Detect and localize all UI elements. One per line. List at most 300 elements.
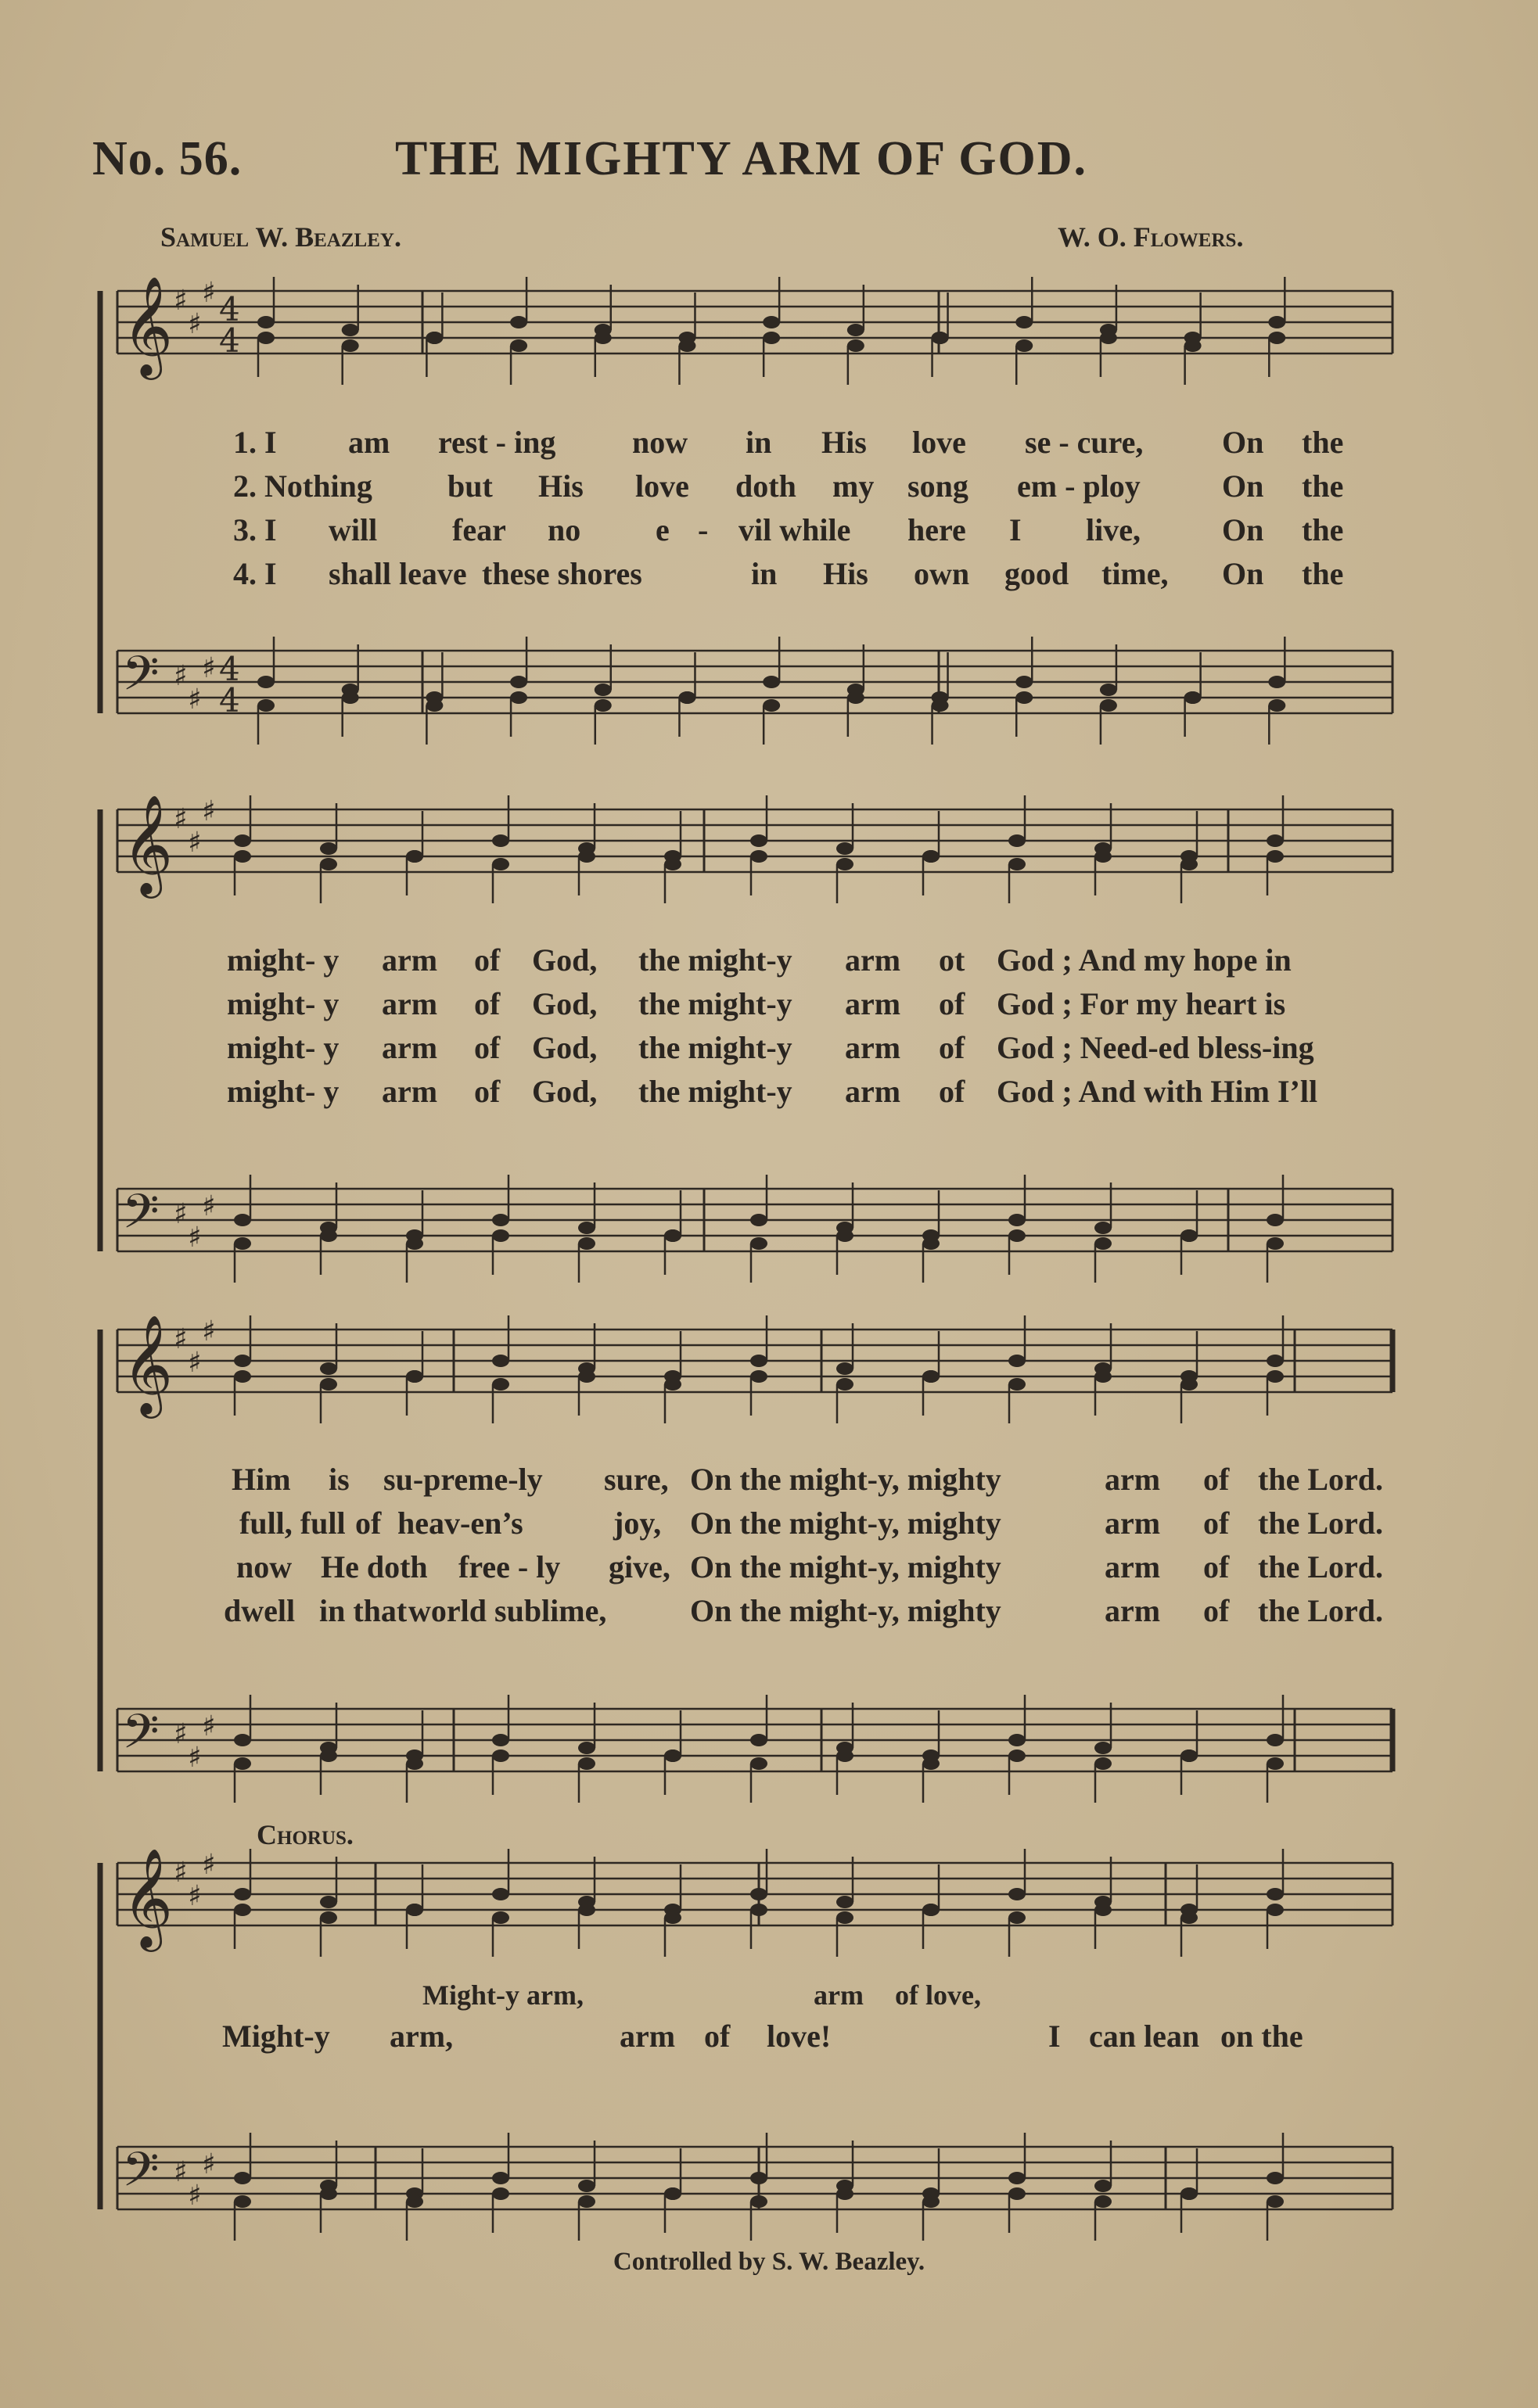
lyric-syllable: world sublime, bbox=[408, 1593, 607, 1628]
treble-clef-icon: 𝄞 bbox=[122, 794, 174, 894]
note-head bbox=[763, 316, 780, 328]
sharp-icon: ♯ bbox=[188, 1222, 202, 1254]
lyric-syllable: love bbox=[635, 468, 689, 504]
lyric-syllable: my bbox=[832, 468, 875, 504]
lyric-syllable: love! bbox=[767, 2019, 832, 2054]
note-head bbox=[1267, 2195, 1284, 2208]
note-head bbox=[922, 1237, 940, 1250]
note-head bbox=[836, 1229, 853, 1242]
lyric-syllable: arm, bbox=[390, 2019, 454, 2054]
lyric-syllable: vil while bbox=[738, 512, 851, 547]
note-head bbox=[750, 850, 767, 863]
note-head bbox=[1008, 1229, 1026, 1242]
lyric-syllable: song bbox=[907, 468, 968, 504]
note-head bbox=[234, 1904, 251, 1916]
lyric-syllable: will bbox=[329, 512, 378, 547]
lyric-syllable: but bbox=[447, 468, 493, 504]
lyric-syllable: Might-y bbox=[222, 2019, 330, 2054]
sharp-icon: ♯ bbox=[202, 1315, 216, 1348]
lyric-syllable: am bbox=[348, 425, 390, 460]
note-head bbox=[1008, 2187, 1026, 2200]
note-head bbox=[1180, 2187, 1198, 2200]
note-head bbox=[492, 1911, 509, 1924]
note-head bbox=[492, 1378, 509, 1391]
note-head bbox=[578, 1222, 595, 1234]
note-head bbox=[578, 1904, 595, 1916]
note-head bbox=[763, 332, 780, 344]
note-head bbox=[406, 1904, 423, 1916]
sharp-icon: ♯ bbox=[188, 308, 202, 340]
note-head bbox=[750, 1904, 767, 1916]
lyric-syllable: On bbox=[1222, 468, 1264, 504]
lyric-syllable: of bbox=[474, 942, 501, 978]
lyric-syllable: He doth bbox=[321, 1549, 428, 1584]
lyric-syllable: the bbox=[1302, 425, 1344, 460]
sharp-icon: ♯ bbox=[202, 652, 216, 684]
note-head bbox=[1267, 1757, 1284, 1770]
lyric-syllable: of bbox=[939, 986, 965, 1021]
note-head bbox=[1094, 1222, 1112, 1234]
lyric-syllable: On the might-y, mighty bbox=[690, 1549, 1001, 1584]
sharp-icon: ♯ bbox=[188, 2180, 202, 2212]
note-head bbox=[257, 676, 275, 688]
sharp-icon: ♯ bbox=[174, 2156, 188, 2188]
note-head bbox=[234, 2172, 251, 2184]
bass-clef-icon: 𝄢 bbox=[122, 1184, 160, 1251]
note-head bbox=[1094, 1237, 1112, 1250]
note-head bbox=[664, 2187, 681, 2200]
lyric-syllable: arm bbox=[1105, 1549, 1161, 1584]
bass-clef-icon: 𝄢 bbox=[122, 646, 160, 713]
lyric-syllable: might- y bbox=[227, 1030, 340, 1065]
note-head bbox=[763, 676, 780, 688]
note-head bbox=[1267, 1904, 1284, 1916]
note-head bbox=[406, 1237, 423, 1250]
treble-clef-icon: 𝄞 bbox=[122, 1314, 174, 1414]
lyric-syllable: On bbox=[1222, 556, 1264, 591]
note-head bbox=[1184, 339, 1202, 352]
note-head bbox=[1008, 1355, 1026, 1367]
note-head bbox=[1267, 1214, 1284, 1226]
lyric-syllable: in that bbox=[319, 1593, 408, 1628]
note-head bbox=[750, 1888, 767, 1900]
lyric-syllable: - bbox=[698, 512, 709, 547]
treble-clef-icon: 𝄞 bbox=[122, 275, 174, 375]
lyric-syllable: the Lord. bbox=[1258, 1593, 1383, 1628]
lyric-syllable: arm bbox=[1105, 1593, 1161, 1628]
note-head bbox=[578, 1742, 595, 1754]
note-head bbox=[750, 1370, 767, 1383]
lyric-syllable: 1. I bbox=[233, 425, 277, 460]
note-head bbox=[1100, 699, 1117, 712]
lyric-syllable: the bbox=[1302, 556, 1344, 591]
lyric-syllable: dwell bbox=[224, 1593, 296, 1628]
note-head bbox=[922, 1904, 940, 1916]
lyric-line bbox=[0, 424, 1538, 465]
lyric-syllable: su-preme-ly bbox=[383, 1462, 543, 1497]
lyric-syllable: I bbox=[1009, 512, 1022, 547]
lyric-syllable: 2. Nothing bbox=[233, 468, 372, 504]
lyric-syllable: arm bbox=[382, 1074, 438, 1109]
sharp-icon: ♯ bbox=[188, 684, 202, 716]
lyric-line bbox=[0, 1505, 1538, 1545]
lyric-syllable: se - cure, bbox=[1025, 425, 1144, 460]
lyric-syllable: His bbox=[538, 468, 584, 504]
lyric-syllable: God ; And my hope in bbox=[997, 942, 1292, 978]
sharp-icon: ♯ bbox=[202, 1190, 216, 1222]
lyric-syllable: the Lord. bbox=[1258, 1505, 1383, 1541]
note-head bbox=[836, 1896, 853, 1908]
note-head bbox=[320, 858, 337, 870]
lyric-syllable: on the bbox=[1220, 2019, 1303, 2054]
lyric-syllable: the might-y bbox=[638, 942, 792, 978]
lyric-syllable: e bbox=[656, 512, 670, 547]
note-head bbox=[664, 858, 681, 870]
lyric-syllable: 4. I bbox=[233, 556, 277, 591]
note-head bbox=[664, 1378, 681, 1391]
note-head bbox=[234, 2195, 251, 2208]
note-head bbox=[595, 699, 612, 712]
note-head bbox=[406, 2195, 423, 2208]
hymn-number: No. 56. bbox=[92, 132, 243, 185]
note-head bbox=[234, 1370, 251, 1383]
note-head bbox=[750, 2172, 767, 2184]
lyric-line bbox=[0, 468, 1538, 508]
note-head bbox=[932, 332, 949, 344]
note-head bbox=[1268, 676, 1285, 688]
lyric-syllable: of bbox=[939, 1030, 965, 1065]
note-head bbox=[492, 834, 509, 847]
lyric-syllable: of bbox=[1203, 1549, 1230, 1584]
note-head bbox=[836, 2187, 853, 2200]
lyric-syllable: On the might-y, mighty bbox=[690, 1462, 1001, 1497]
lyric-syllable: these shores bbox=[482, 556, 642, 591]
sharp-icon: ♯ bbox=[202, 1849, 216, 1881]
note-head bbox=[406, 1757, 423, 1770]
lyric-syllable: now bbox=[236, 1549, 293, 1584]
note-head bbox=[1184, 691, 1202, 704]
note-head bbox=[492, 858, 509, 870]
note-head bbox=[426, 699, 443, 712]
note-head bbox=[1008, 834, 1026, 847]
lyric-syllable: On bbox=[1222, 425, 1264, 460]
lyric-syllable: might- y bbox=[227, 986, 340, 1021]
note-head bbox=[1094, 850, 1112, 863]
sharp-icon: ♯ bbox=[174, 803, 188, 835]
lyric-syllable: God, bbox=[532, 1030, 598, 1065]
note-head bbox=[847, 691, 864, 704]
note-head bbox=[595, 684, 612, 696]
note-head bbox=[836, 1378, 853, 1391]
lyric-syllable: good bbox=[1004, 556, 1069, 591]
lyric-syllable: On bbox=[1222, 512, 1264, 547]
bass-clef-icon: 𝄢 bbox=[122, 2142, 160, 2209]
note-head bbox=[836, 1362, 853, 1375]
lyric-syllable: Might-y arm, bbox=[422, 1979, 584, 2011]
sharp-icon: ♯ bbox=[174, 1198, 188, 1230]
lyric-syllable: arm bbox=[845, 1030, 901, 1065]
note-head bbox=[510, 676, 527, 688]
lyric-syllable: in bbox=[746, 425, 772, 460]
lyric-syllable: the might-y bbox=[638, 1074, 792, 1109]
lyric-syllable: can lean bbox=[1089, 2019, 1200, 2054]
note-head bbox=[320, 1749, 337, 1762]
note-head bbox=[1015, 339, 1033, 352]
note-head bbox=[1008, 2172, 1026, 2184]
note-head bbox=[932, 699, 949, 712]
note-head bbox=[234, 1237, 251, 1250]
note-head bbox=[763, 699, 780, 712]
note-head bbox=[750, 1237, 767, 1250]
note-head bbox=[836, 842, 853, 855]
lyric-syllable: love bbox=[912, 425, 966, 460]
lyric-line bbox=[0, 1592, 1538, 1633]
note-head bbox=[1015, 691, 1033, 704]
note-head bbox=[847, 339, 864, 352]
lyric-line bbox=[0, 2018, 1538, 2058]
lyric-syllable: give, bbox=[609, 1549, 670, 1584]
note-head bbox=[1180, 1229, 1198, 1242]
time-signature: 4 bbox=[219, 290, 240, 328]
note-head bbox=[678, 691, 695, 704]
note-head bbox=[1267, 834, 1284, 847]
sharp-icon: ♯ bbox=[202, 2148, 216, 2180]
note-head bbox=[342, 691, 359, 704]
lyric-syllable: full, full bbox=[239, 1505, 346, 1541]
note-head bbox=[1094, 1742, 1112, 1754]
note-head bbox=[234, 850, 251, 863]
lyric-syllable: On the might-y, mighty bbox=[690, 1593, 1001, 1628]
sharp-icon: ♯ bbox=[174, 285, 188, 317]
note-head bbox=[847, 324, 864, 336]
lyric-syllable: sure, bbox=[604, 1462, 669, 1497]
lyric-syllable: 3. I bbox=[233, 512, 277, 547]
note-head bbox=[320, 1362, 337, 1375]
sharp-icon: ♯ bbox=[202, 1710, 216, 1742]
note-head bbox=[510, 339, 527, 352]
note-head bbox=[1094, 1904, 1112, 1916]
note-head bbox=[510, 316, 527, 328]
lyric-syllable: arm bbox=[1105, 1505, 1161, 1541]
treble-clef-icon: 𝄞 bbox=[122, 1847, 174, 1947]
note-head bbox=[922, 1757, 940, 1770]
lyric-syllable: arm bbox=[845, 986, 901, 1021]
lyric-syllable: the bbox=[1302, 468, 1344, 504]
lyric-syllable: the might-y bbox=[638, 986, 792, 1021]
sharp-icon: ♯ bbox=[174, 1857, 188, 1889]
lyric-line bbox=[0, 1461, 1538, 1502]
note-head bbox=[578, 1237, 595, 1250]
lyric-syllable: arm bbox=[620, 2019, 676, 2054]
note-head bbox=[1008, 1911, 1026, 1924]
lyric-syllable: On the might-y, mighty bbox=[690, 1505, 1001, 1541]
lyric-syllable: arm bbox=[382, 1030, 438, 1065]
lyric-syllable: arm bbox=[845, 1074, 901, 1109]
note-head bbox=[578, 1757, 595, 1770]
note-head bbox=[664, 1229, 681, 1242]
lyric-syllable: of bbox=[474, 986, 501, 1021]
note-head bbox=[342, 339, 359, 352]
note-head bbox=[750, 1214, 767, 1226]
lyric-syllable: arm bbox=[814, 1979, 864, 2011]
lyric-syllable: own bbox=[914, 556, 970, 591]
note-head bbox=[1094, 2180, 1112, 2192]
lyric-syllable: His bbox=[821, 425, 867, 460]
note-head bbox=[492, 1355, 509, 1367]
note-head bbox=[595, 332, 612, 344]
lyric-syllable: arm bbox=[1105, 1462, 1161, 1497]
note-head bbox=[320, 842, 337, 855]
lyric-syllable: live, bbox=[1086, 512, 1141, 547]
note-head bbox=[406, 1370, 423, 1383]
lyric-syllable: rest - ing bbox=[438, 425, 556, 460]
sharp-icon: ♯ bbox=[174, 1323, 188, 1355]
note-head bbox=[1267, 850, 1284, 863]
lyric-line bbox=[0, 1073, 1538, 1114]
lyric-syllable: God ; Need-ed bless-ing bbox=[997, 1030, 1314, 1065]
note-head bbox=[922, 1370, 940, 1383]
note-head bbox=[750, 1734, 767, 1746]
lyric-syllable: God, bbox=[532, 1074, 598, 1109]
lyric-syllable: no bbox=[548, 512, 581, 547]
note-head bbox=[750, 1355, 767, 1367]
note-head bbox=[1180, 1749, 1198, 1762]
lyric-syllable: shall leave bbox=[329, 556, 467, 591]
lyric-syllable: the might-y bbox=[638, 1030, 792, 1065]
note-head bbox=[257, 332, 275, 344]
note-head bbox=[1268, 316, 1285, 328]
lyric-syllable: of bbox=[474, 1074, 501, 1109]
note-head bbox=[1267, 2172, 1284, 2184]
note-head bbox=[1180, 1378, 1198, 1391]
note-head bbox=[492, 1734, 509, 1746]
note-head bbox=[750, 2195, 767, 2208]
note-head bbox=[1267, 1888, 1284, 1900]
note-head bbox=[664, 1911, 681, 1924]
bass-clef-icon: 𝄢 bbox=[122, 1704, 160, 1771]
note-head bbox=[426, 332, 443, 344]
lyric-syllable: the Lord. bbox=[1258, 1549, 1383, 1584]
lyric-syllable: the Lord. bbox=[1258, 1462, 1383, 1497]
sharp-icon: ♯ bbox=[174, 1718, 188, 1750]
lyric-line bbox=[0, 511, 1538, 552]
lyric-syllable: God ; For my heart is bbox=[997, 986, 1286, 1021]
note-head bbox=[1094, 1370, 1112, 1383]
sharp-icon: ♯ bbox=[188, 827, 202, 859]
note-head bbox=[1008, 1888, 1026, 1900]
lyric-syllable: of bbox=[355, 1505, 382, 1541]
lyric-syllable: of bbox=[474, 1030, 501, 1065]
note-head bbox=[1094, 1757, 1112, 1770]
hymn-title: THE MIGHTY ARM OF GOD. bbox=[395, 132, 1088, 185]
note-head bbox=[234, 1355, 251, 1367]
lyric-syllable: God, bbox=[532, 986, 598, 1021]
lyric-syllable: of bbox=[1203, 1505, 1230, 1541]
note-head bbox=[320, 1896, 337, 1908]
note-head bbox=[1094, 2195, 1112, 2208]
note-head bbox=[1100, 684, 1117, 696]
lyric-syllable: now bbox=[632, 425, 688, 460]
note-head bbox=[234, 1888, 251, 1900]
lyric-syllable: time, bbox=[1101, 556, 1169, 591]
note-head bbox=[1100, 332, 1117, 344]
note-head bbox=[234, 1734, 251, 1746]
lyric-syllable: of bbox=[939, 1074, 965, 1109]
note-head bbox=[1268, 332, 1285, 344]
note-head bbox=[234, 834, 251, 847]
note-head bbox=[1015, 676, 1033, 688]
lyric-syllable: Him bbox=[232, 1462, 291, 1497]
lyric-syllable: heav-en’s bbox=[397, 1505, 523, 1541]
note-head bbox=[578, 2195, 595, 2208]
lyric-syllable: I bbox=[1048, 2019, 1061, 2054]
note-head bbox=[1180, 1911, 1198, 1924]
note-head bbox=[320, 1911, 337, 1924]
lyric-syllable: His bbox=[823, 556, 868, 591]
lyric-syllable: joy, bbox=[613, 1505, 662, 1541]
sharp-icon: ♯ bbox=[174, 660, 188, 692]
sharp-icon: ♯ bbox=[188, 1880, 202, 1912]
lyricist-credit: Samuel W. Beazley. bbox=[160, 221, 401, 253]
lyric-syllable: em - ploy bbox=[1017, 468, 1141, 504]
note-head bbox=[922, 2195, 940, 2208]
sharp-icon: ♯ bbox=[202, 277, 216, 309]
note-head bbox=[492, 2187, 509, 2200]
lyric-syllable: of love, bbox=[895, 1979, 981, 2011]
lyric-syllable: might- y bbox=[227, 942, 340, 978]
time-signature: 4 bbox=[219, 650, 240, 688]
lyric-syllable: arm bbox=[845, 942, 901, 978]
lyric-line bbox=[0, 1549, 1538, 1589]
note-head bbox=[257, 699, 275, 712]
lyric-line bbox=[0, 942, 1538, 982]
lyric-line bbox=[0, 985, 1538, 1026]
lyric-syllable: is bbox=[329, 1462, 350, 1497]
note-head bbox=[1268, 699, 1285, 712]
note-head bbox=[320, 1378, 337, 1391]
note-head bbox=[922, 850, 940, 863]
note-head bbox=[492, 1888, 509, 1900]
time-signature: 4 bbox=[219, 321, 240, 360]
note-head bbox=[492, 1749, 509, 1762]
lyric-syllable: might- y bbox=[227, 1074, 340, 1109]
note-head bbox=[678, 339, 695, 352]
lyric-syllable: of bbox=[1203, 1462, 1230, 1497]
lyric-syllable: here bbox=[907, 512, 966, 547]
lyric-syllable: arm bbox=[382, 942, 438, 978]
note-head bbox=[1267, 1355, 1284, 1367]
chorus-label: Chorus. bbox=[257, 1819, 354, 1850]
note-head bbox=[234, 1214, 251, 1226]
note-head bbox=[836, 1749, 853, 1762]
note-head bbox=[257, 316, 275, 328]
sharp-icon: ♯ bbox=[188, 1742, 202, 1774]
note-head bbox=[836, 858, 853, 870]
lyric-line bbox=[0, 555, 1538, 596]
sharp-icon: ♯ bbox=[202, 795, 216, 827]
lyric-syllable: God ; And with Him I’ll bbox=[997, 1074, 1318, 1109]
note-head bbox=[750, 1757, 767, 1770]
sharp-icon: ♯ bbox=[188, 1347, 202, 1379]
copyright-footer: Controlled by S. W. Beazley. bbox=[613, 2248, 925, 2276]
note-head bbox=[492, 2172, 509, 2184]
lyric-syllable: of bbox=[704, 2019, 731, 2054]
note-head bbox=[342, 324, 359, 336]
lyric-syllable: the bbox=[1302, 512, 1344, 547]
composer-credit: W. O. Flowers. bbox=[1058, 221, 1244, 253]
lyric-syllable: of bbox=[1203, 1593, 1230, 1628]
note-head bbox=[836, 1911, 853, 1924]
